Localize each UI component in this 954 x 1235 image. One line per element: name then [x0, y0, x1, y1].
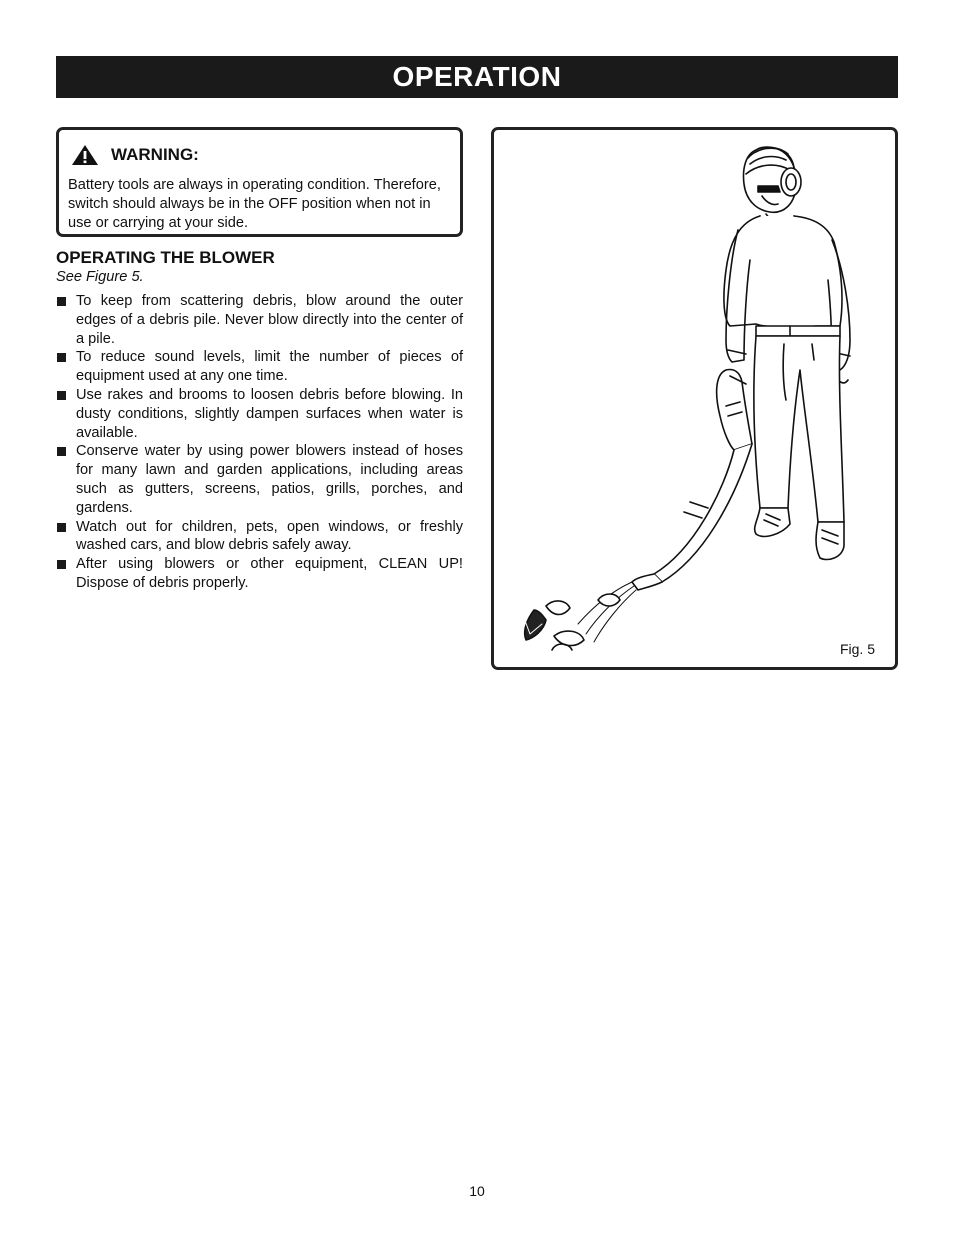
square-bullet-icon: [57, 560, 66, 569]
figure-box: [491, 127, 898, 670]
figure-caption: Fig. 5: [839, 641, 875, 657]
page-title: OPERATION: [392, 61, 562, 92]
section-title: OPERATING THE BLOWER: [56, 248, 275, 267]
warning-title: WARNING:: [111, 145, 199, 164]
list-item-text: Watch out for children, pets, open windows, or freshly washed cars, and blow debris safely away.: [76, 518, 463, 554]
list-item-text: To reduce sound levels, limit the number of pieces of equipment used at any one time.: [76, 349, 463, 385]
bullet-list: [56, 292, 463, 593]
list-item: [56, 292, 463, 348]
list-item: [56, 348, 463, 386]
warning-heading: [71, 144, 199, 166]
warning-triangle-icon: [71, 144, 99, 166]
list-item: [56, 518, 463, 556]
square-bullet-icon: [57, 353, 66, 362]
list-item-text: To keep from scattering debris, blow around the outer edges of a debris pile. Never blow directly into the center of a pile.: [76, 293, 463, 347]
person-using-blower-illustration: [494, 130, 895, 667]
square-bullet-icon: [57, 447, 66, 456]
list-item: [56, 555, 463, 593]
section-header-bar: [56, 56, 898, 98]
list-item: [56, 442, 463, 517]
square-bullet-icon: [57, 523, 66, 532]
page-number: 10: [469, 1183, 485, 1199]
warning-box: [56, 127, 463, 237]
list-item: [56, 386, 463, 442]
list-item-text: Conserve water by using power blowers instead of hoses for many lawn and garden applications, including areas such as gutters, screens, patios, grills, porches, and gardens.: [76, 443, 463, 516]
square-bullet-icon: [57, 297, 66, 306]
see-figure-reference: See Figure 5.: [56, 269, 144, 285]
warning-text: Battery tools are always in operating condition. Therefore, switch should always be in the OFF position when not in use or carrying at your side.: [68, 177, 441, 231]
square-bullet-icon: [57, 391, 66, 400]
list-item-text: Use rakes and brooms to loosen debris before blowing. In dusty conditions, slightly dampen surfaces when water is available.: [76, 386, 463, 441]
list-item-text: After using blowers or other equipment, CLEAN UP! Dispose of debris properly.: [76, 556, 463, 591]
